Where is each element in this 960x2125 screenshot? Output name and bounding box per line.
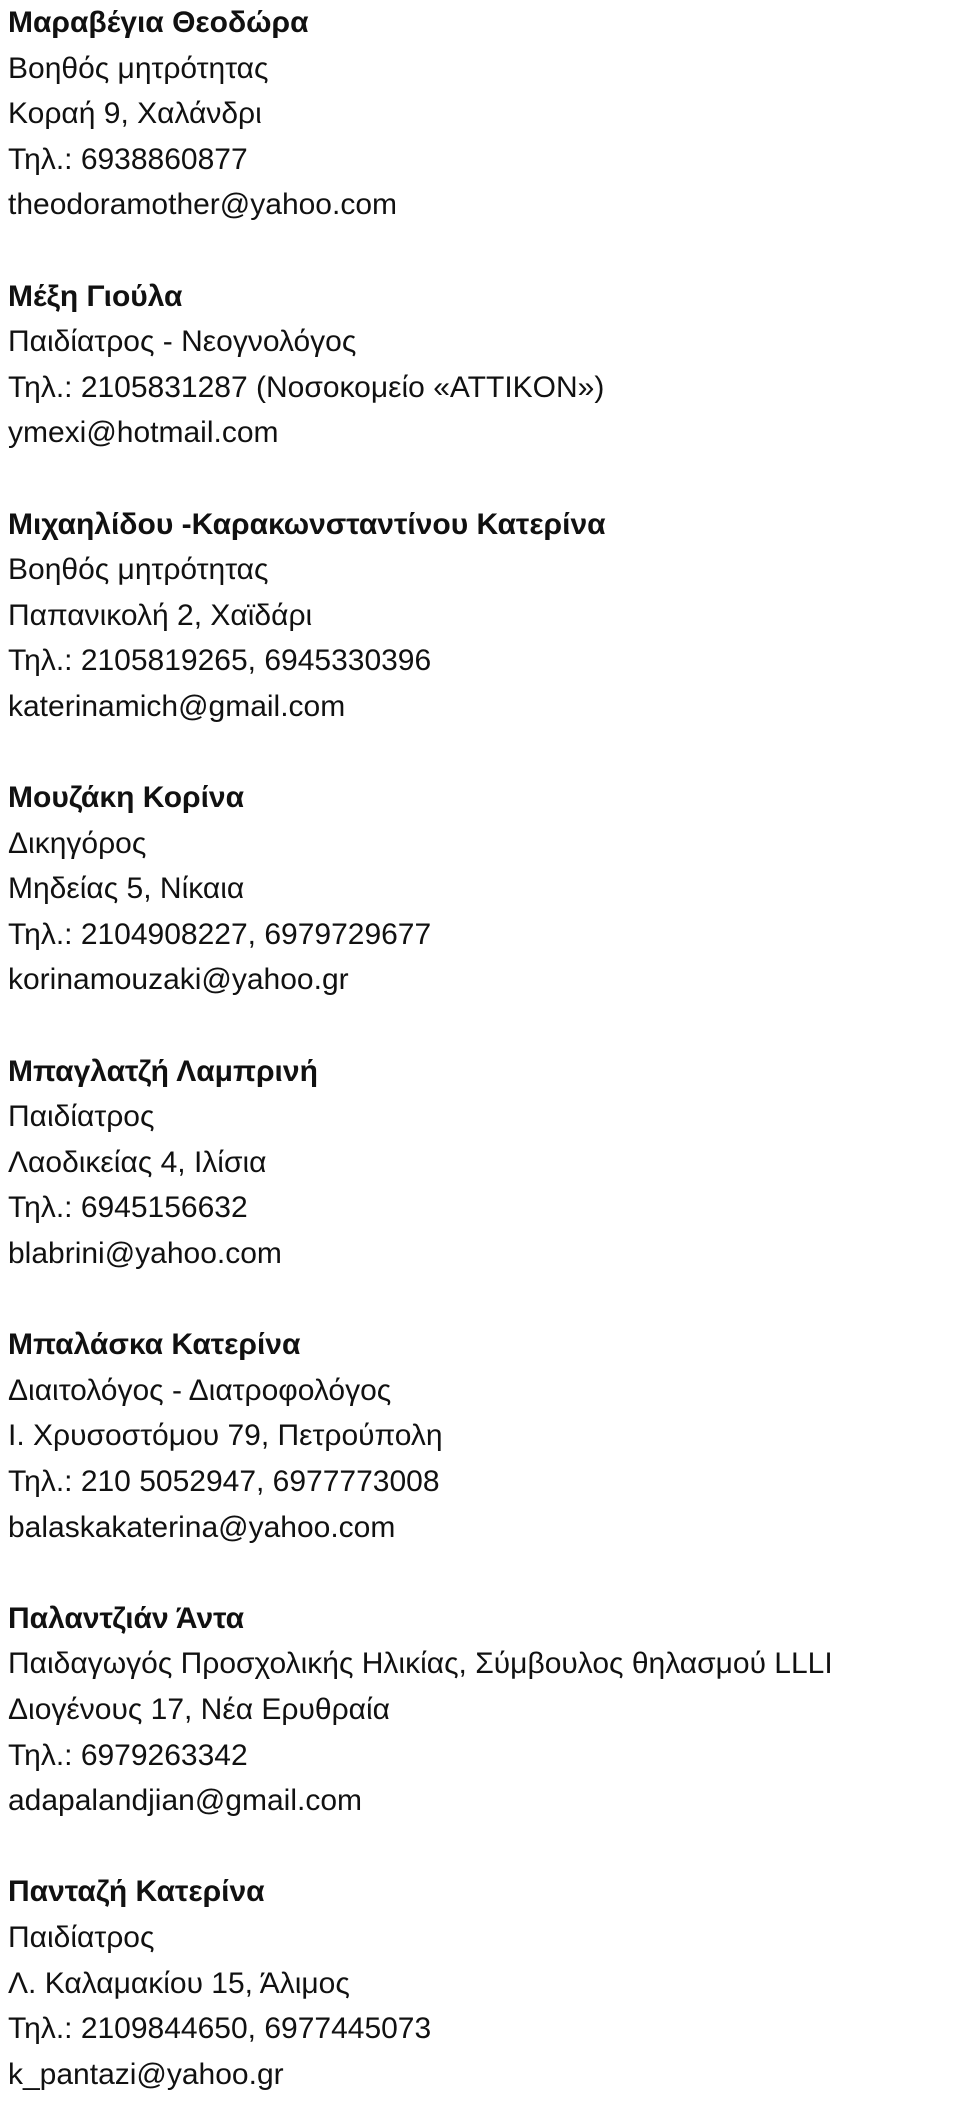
contact-name: Μέξη Γιούλα: [8, 279, 183, 313]
contact-name: Μιχαηλίδου -Καρακωνσταντίνου Κατερίνα: [8, 507, 606, 541]
contact-entry: [8, 775, 952, 1003]
contact-occupation: Βοηθός μητρότητας: [8, 553, 269, 587]
contact-name: Μπαλάσκα Κατερίνα: [8, 1328, 301, 1362]
contact-occupation: Παιδίατρος: [8, 1100, 155, 1134]
contact-entry: [8, 1049, 952, 1277]
contact-phone: Τηλ.: 6979263342: [8, 1738, 248, 1772]
contact-entry: [8, 502, 952, 730]
contact-address: Παπανικολή 2, Χαϊδάρι: [8, 598, 313, 632]
contact-address: Λ. Καλαμακίου 15, Άλιμος: [8, 1966, 350, 2000]
contact-address: Ι. Χρυσοστόμου 79, Πετρούπολη: [8, 1419, 443, 1453]
contact-address: Διογένους 17, Νέα Ερυθραία: [8, 1692, 390, 1726]
contact-phone: Τηλ.: 2109844650, 6977445073: [8, 2012, 432, 2046]
contact-entry: [8, 274, 952, 456]
contact-occupation: Διαιτολόγος - Διατροφολόγος: [8, 1373, 392, 1407]
contact-phone: Τηλ.: 6945156632: [8, 1191, 248, 1225]
contact-address: Κοραή 9, Χαλάνδρι: [8, 97, 262, 131]
contact-address: Μηδείας 5, Νίκαια: [8, 872, 245, 906]
contact-email: k_pantazi@yahoo.gr: [8, 2057, 284, 2091]
contact-name: Μουζάκη Κορίνα: [8, 781, 245, 815]
contact-phone: Τηλ.: 210 5052947, 6977773008: [8, 1465, 440, 1498]
contact-phone: Τηλ.: 6938860877: [8, 142, 248, 176]
contact-name: Μπαγλατζή Λαμπρινή: [8, 1054, 318, 1088]
contact-entry: [8, 1596, 952, 1824]
contact-phone: Τηλ.: 2104908227, 6979729677: [8, 917, 432, 951]
contact-occupation: Παιδίατρος - Νεογνολόγος: [8, 325, 357, 359]
contact-occupation: Παιδαγωγός Προσχολικής Ηλικίας, Σύμβουλος θηλασμού LLLI: [8, 1647, 833, 1681]
contact-name: Μαραβέγια Θεοδώρα: [8, 6, 309, 39]
contact-email: theodoramother@yahoo.com: [8, 188, 398, 222]
contact-email: adapalandjian@gmail.com: [8, 1784, 362, 1818]
contact-email: ymexi@hotmail.com: [8, 416, 279, 450]
contact-entry: [8, 1869, 952, 2097]
contact-phone: Τηλ.: 2105819265, 6945330396: [8, 644, 432, 678]
contact-occupation: Παιδίατρος: [8, 1920, 155, 1954]
contact-email: katerinamich@gmail.com: [8, 689, 346, 723]
contact-name: Παλαντζιάν Άντα: [8, 1601, 245, 1635]
contact-phone: Τηλ.: 2105831287 (Νοσοκομείο «ATTIKON»): [8, 370, 605, 404]
contact-entry: [8, 1322, 952, 1550]
contact-entry: [8, 0, 952, 228]
contact-name: Πανταζή Κατερίνα: [8, 1875, 265, 1909]
contact-email: balaskakaterina@yahoo.com: [8, 1510, 396, 1544]
contact-email: korinamouzaki@yahoo.gr: [8, 963, 349, 997]
contact-address: Λαοδικείας 4, Ιλίσια: [8, 1145, 267, 1179]
contact-occupation: Βοηθός μητρότητας: [8, 51, 269, 85]
contact-occupation: Δικηγόρος: [8, 826, 147, 860]
contact-email: blabrini@yahoo.com: [8, 1237, 282, 1271]
